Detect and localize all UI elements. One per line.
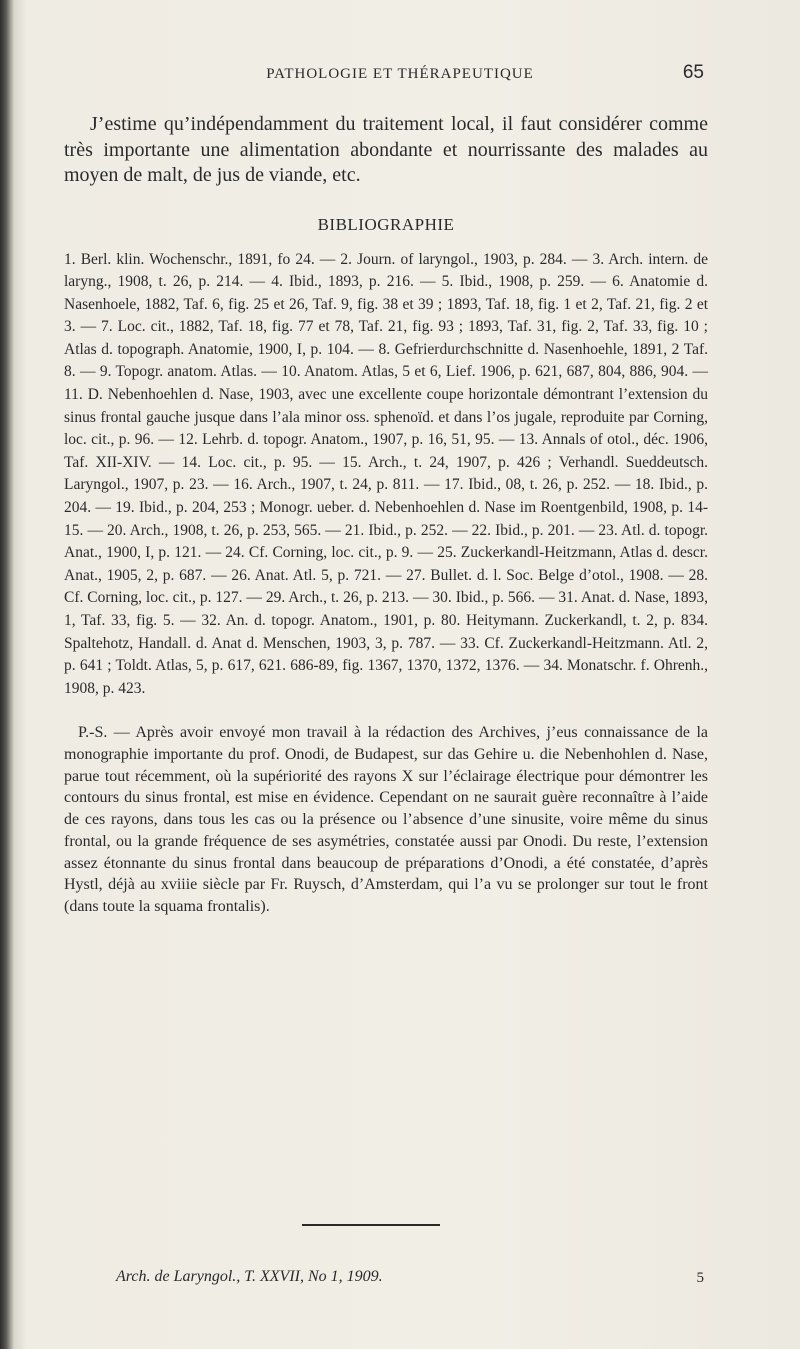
page-body xyxy=(64,112,708,918)
separator-rule xyxy=(302,1224,440,1226)
bibliography-title: BIBLIOGRAPHIE xyxy=(317,214,455,234)
bibliography-text: 1. Berl. klin. Wochenschr., 1891, fo 24. — 2. Journ. of laryngol., 1903, p. 284. — 3. Arch. intern. de laryng., 1908, t. 26, p. 214. — 4. Ibid., 1893, p. 216. — 5. Ibid., 1908, p. 259. — 6. Anatomie d. Nasenhoele, 1882, Taf. 6, fig. 25 et 26, Taf. 9, fig. 38 et 39 ; 1893, Taf. 18, fig. 1 et 2, Taf. 21, fig. 2 et 3. — 7. Loc. cit., 1882, Taf. 18, fig. 77 et 78, Taf. 21, fig. 93 ; 1893, Taf. 31, fig. 2, Taf. 33, fig. 10 ; Atlas d. topograph. Anatomie, 1900, I, p. 104. — 8. Gefrierdurchschnitte d. Nasenhoehle, 1891, 2 Taf. 8. — 9. Topogr. anatom. Atlas. — 10. Anatom. Atlas, 5 et 6, Lief. 1906, p. 621, 687, 804, 886, 904. — 11. D. Nebenhoehlen d. Nase, 1903, avec une excellente coupe horizontale démontrant l’extension du sinus frontal gauche jusque dans l’ala minor oss. sphenoïd. et dans l’os jugale, reproduite par Corning, loc. cit., p. 96. — 12. Lehrb. d. topogr. Anatom., 1907, p. 16, 51, 95. — 13. Annals of otol., déc. 1906, Taf. XII-XIV. — 14. Loc. cit., p. 95. — 15. Arch., t. 24, 1907, p. 426 ; Verhandl. Sueddeutsch. Laryngol., 1907, p. 23. — 16. Arch., 1907, t. 24, p. 811. — 17. Ibid., 08, t. 26, p. 252. — 18. Ibid., p. 204. — 19. Ibid., p. 204, 253 ; Monogr. ueber. d. Nebenhoehlen d. Nase im Roentgenbild, 1908, p. 14-15. — 20. Arch., 1908, t. 26, p. 253, 565. — 21. Ibid., p. 252. — 22. Ibid., p. 201. — 23. Atl. d. topogr. Anat., 1900, I, p. 121. — 24. Cf. Corning, loc. cit., p. 9. — 25. Zuckerkandl-Heitzmann, Atlas d. descr. Anat., 1905, 2, p. 687. — 26. Anat. Atl. 5, p. 721. — 27. Bullet. d. l. Soc. Belge d’otol., 1908. — 28. Cf. Corning, loc. cit., p. 127. — 29. Arch., t. 26, p. 213. — 30. Ibid., p. 566. — 31. Anat. d. Nase, 1893, 1, Taf. 33, fig. 5. — 32. An. d. topogr. Anatom., 1901, p. 80. Heitymann. Zuckerkandl, t. 2, p. 834. Spaltehotz, Handall. d. Anat d. Menschen, 1903, 3, p. 787. — 33. Cf. Zuckerkandl-Heitzmann. Atl. 2, p. 641 ; Toldt. Atlas, 5, p. 617, 621. 686-89, fig. 1367, 1370, 1372, 1376. — 34. Monatschr. f. Ohrenh., 1908, p. 423. xyxy=(64,250,708,697)
signature-mark: 5 xyxy=(696,1270,704,1286)
postscript-paragraph: P.-S. — Après avoir envoyé mon travail à la rédaction des Archives, j’eus connaissance de la monographie importante du prof. Onodi, de Budapest, sur das Gehire u. die Nebenhohlen d. Nase, parue tout récemment, où la supériorité des rayons X sur l’éclairage électrique pour démontrer les contours du sinus frontal, est mise en évidence. Cependant on ne saurait guère reconnaître à l’aide de ces rayons, dans tous les cas ou la présence ou l’absence d’une sinusite, voire même du sinus frontal, ou la grande fréquence de ses asymétries, constatée aussi par Onodi. Du reste, l’extension assez étonnante du sinus frontal dans beaucoup de préparations d’Onodi, a été constatée, d’après Hystl, déjà au xviiie siècle par Fr. Ruysch, d’Amsterdam, qui l’a vu se prolonger sur tout le front (dans toute la squama frontalis). xyxy=(64,724,708,915)
page-number: 65 xyxy=(682,62,704,83)
intro-paragraph: J’estime qu’indépendamment du traitement local, il faut considérer comme très importante une alimentation abondante et nourrissante des malades au moyen de malt, de jus de viande, etc. xyxy=(64,113,708,186)
running-head: PATHOLOGIE ET THÉRAPEUTIQUE xyxy=(266,66,534,82)
page-header xyxy=(0,62,800,88)
journal-citation: Arch. de Laryngol., T. XXVII, No 1, 1909. xyxy=(116,1268,383,1285)
page-footer xyxy=(116,1268,704,1294)
